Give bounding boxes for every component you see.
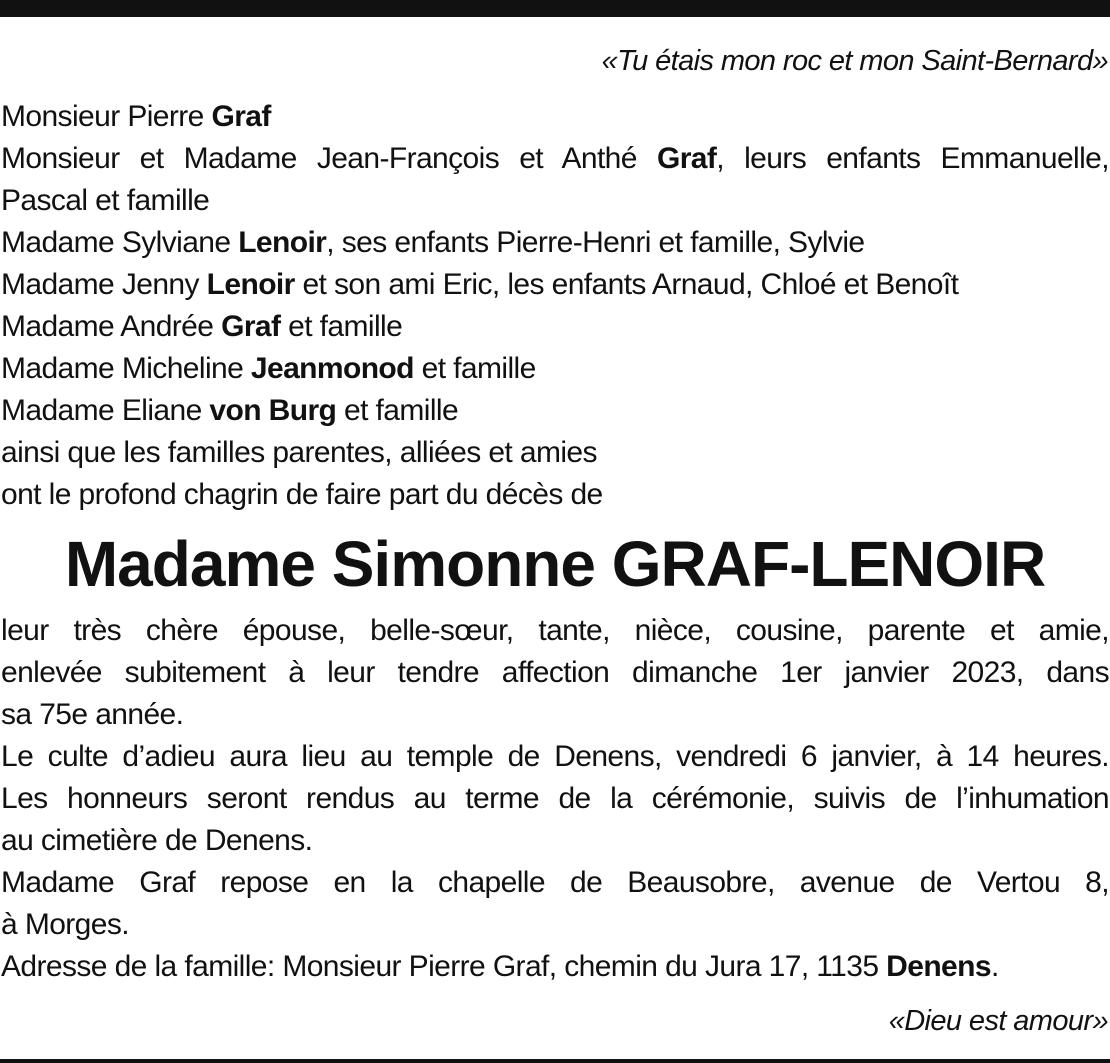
mourner-line: Madame Eliane von Burg et famille (1, 394, 459, 427)
announcement-body (1, 610, 1109, 988)
body-line: Le culte d’adieu aura lieu au temple de Denens, vendredi 6 janvier, à 14 heures. (1, 740, 1109, 773)
body-line: sa 75e année. (1, 698, 184, 731)
family-name: Graf (656, 142, 717, 175)
body-line: leur très chère épouse, belle-sœur, tante, nièce, cousine, parente et amie, (1, 614, 1109, 647)
body-line: Madame Graf repose en la chapelle de Beausobre, avenue de Vertou 8, (1, 866, 1109, 899)
mourner-line: Madame Sylviane Lenoir, ses enfants Pierre-Henri et famille, Sylvie (1, 226, 865, 259)
family-name: Graf (211, 100, 271, 133)
closing-quote: «Dieu est amour» (888, 1005, 1108, 1037)
top-rule (0, 0, 1110, 17)
bottom-rule (0, 1059, 1110, 1063)
body-line: au cimetière de Denens. (1, 824, 313, 857)
family-name: Lenoir (238, 226, 327, 259)
mourner-line: Madame Micheline Jeanmonod et famille (1, 352, 536, 385)
mourner-line: Madame Jenny Lenoir et son ami Eric, les enfants Arnaud, Chloé et Benoît (1, 268, 959, 301)
body-line: Les honneurs seront rendus au terme de la cérémonie, suivis de l’inhumation (1, 782, 1109, 815)
family-name: von Burg (209, 394, 337, 427)
mourner-line: Madame Andrée Graf et famille (1, 310, 403, 343)
family-name: Graf (221, 310, 281, 343)
body-line: à Morges. (1, 908, 129, 941)
family-name: Lenoir (206, 268, 295, 301)
mourner-line: ont le profond chagrin de faire part du décès de (1, 478, 603, 511)
family-name: Jeanmonod (250, 352, 414, 385)
mourner-line: Monsieur Pierre Graf (1, 100, 271, 133)
mourners-list (1, 96, 1109, 516)
body-line: enlevée subitement à leur tendre affection dimanche 1er janvier 2023, dans (1, 656, 1109, 689)
mourner-line: Pascal et famille (1, 184, 210, 217)
mourner-line: ainsi que les familles parentes, alliées et amies (1, 436, 597, 469)
mourner-line: Monsieur et Madame Jean-François et Anthé Graf, leurs enfants Emmanuelle, (1, 142, 1109, 175)
address-place: Denens (886, 950, 991, 983)
epigraph-quote: «Tu étais mon roc et mon Saint-Bernard» (601, 45, 1108, 77)
deceased-name-heading: Madame Simonne GRAF-LENOIR (64, 528, 1046, 600)
family-address: Adresse de la famille: Monsieur Pierre Graf, chemin du Jura 17, 1135 Denens. (1, 950, 999, 983)
